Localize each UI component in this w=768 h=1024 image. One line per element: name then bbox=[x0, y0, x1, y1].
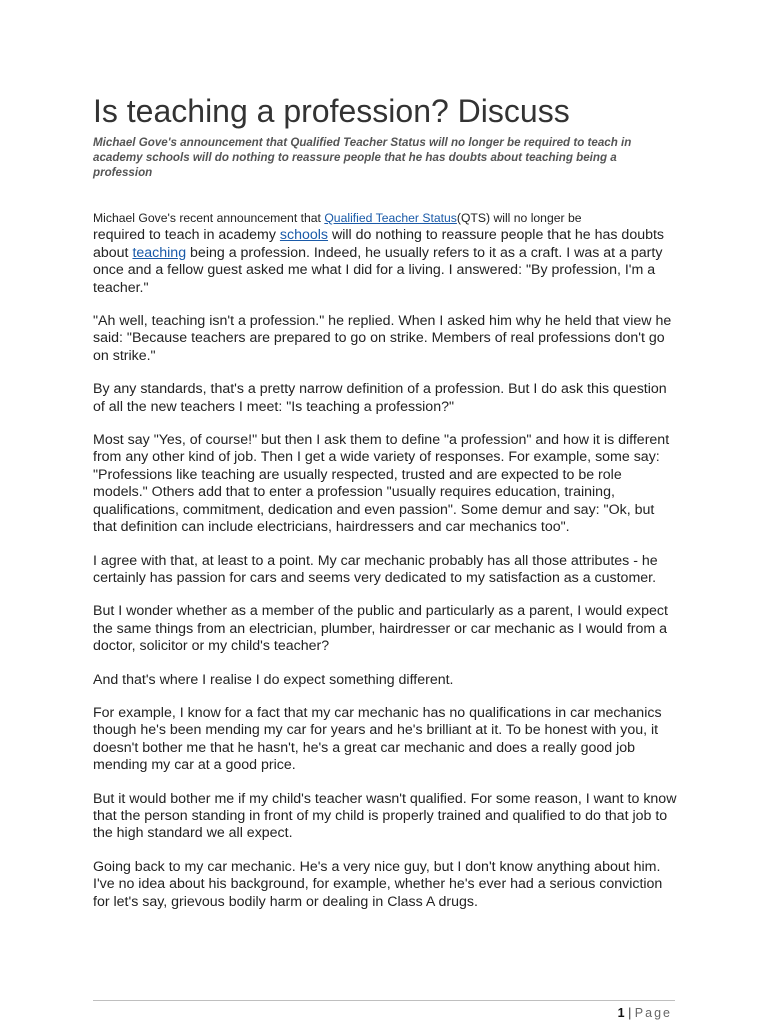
paragraph: I agree with that, at least to a point. My car mechanic probably has all those attributes - he certainly has passion for cars and seems very dedicated to my satisfaction as a customer. bbox=[93, 552, 658, 586]
link-schools[interactable]: schools bbox=[279, 227, 329, 244]
page-number bbox=[618, 1006, 672, 1020]
intro-text-4: will do nothing to reassure people that he has doubts about bbox=[93, 227, 665, 261]
intro-text-2: (QTS) will no longer be bbox=[456, 211, 582, 225]
page-number-separator: | bbox=[624, 1006, 635, 1020]
paragraph: By any standards, that's a pretty narrow definition of a profession. But I do ask this question of all the new teachers I meet: "Is teaching a profession?" bbox=[93, 381, 667, 415]
paragraph: Most say "Yes, of course!" but then I ask them to define "a profession" and how it is different from any other kind of job. Then I get a wide variety of responses. For example, some say: "Professions like teaching are usually respected, trusted and are expected to be role models." Others add that to enter a profession "usually requires education, training, qualifications, commitment, dedication and even passion". Some demur and say: "Ok, but that definition can include electricians, hairdressers and car mechanics too". bbox=[93, 432, 670, 536]
paragraph: Going back to my car mechanic. He's a very nice guy, but I don't know anything about him. I've no idea about his background, for example, whether he's ever had a serious conviction for let's say, grievous bodily harm or dealing in Class A drugs. bbox=[93, 858, 663, 910]
link-teaching[interactable]: teaching bbox=[132, 244, 187, 261]
page-number-value: 1 bbox=[617, 1006, 625, 1020]
paragraph: But I wonder whether as a member of the public and particularly as a parent, I would expect the same things from an electrician, plumber, hairdresser or car mechanic as I would from a doctor, solicitor or my child's teacher? bbox=[93, 603, 668, 655]
link-qualified-teacher-status[interactable]: Qualified Teacher Status bbox=[324, 211, 457, 225]
paragraph-intro bbox=[93, 210, 679, 297]
paragraph: For example, I know for a fact that my car mechanic has no qualifications in car mechanics though he's been mending my car for years and he's brilliant at it. To be honest with you, it doesn't bother me that he hasn't, he's a great car mechanic and does a really good job mending my car at a good price. bbox=[93, 704, 662, 774]
article-standfirst: Michael Gove's announcement that Qualified Teacher Status will no longer be required to teach in academy schools will do nothing to reassure people that he has doubts about teaching being a profession bbox=[93, 136, 632, 179]
paragraph: And that's where I realise I do expect something different. bbox=[93, 671, 454, 688]
paragraph: But it would bother me if my child's teacher wasn't qualified. For some reason, I want to know that the person standing in front of my child is properly trained and qualified to do that job to the high standard we all expect. bbox=[93, 790, 677, 842]
article-body bbox=[93, 210, 679, 927]
page-title: Is teaching a profession? Discuss bbox=[93, 93, 570, 129]
intro-text-5: being a profession. Indeed, he usually refers to it as a craft. I was at a party once and a fellow guest asked me what I did for a living. I answered: "By profession, I'm a teacher." bbox=[93, 244, 663, 296]
footer-divider bbox=[93, 1000, 675, 1001]
paragraph: "Ah well, teaching isn't a profession." he replied. When I asked him why he held that view he said: "Because teachers are prepared to go on strike. Members of real professions don't go on strike." bbox=[93, 313, 672, 364]
intro-text-1: Michael Gove's recent announcement that bbox=[93, 211, 325, 225]
page-label: Page bbox=[634, 1006, 672, 1020]
intro-text-3: required to teach in academy bbox=[93, 227, 280, 244]
